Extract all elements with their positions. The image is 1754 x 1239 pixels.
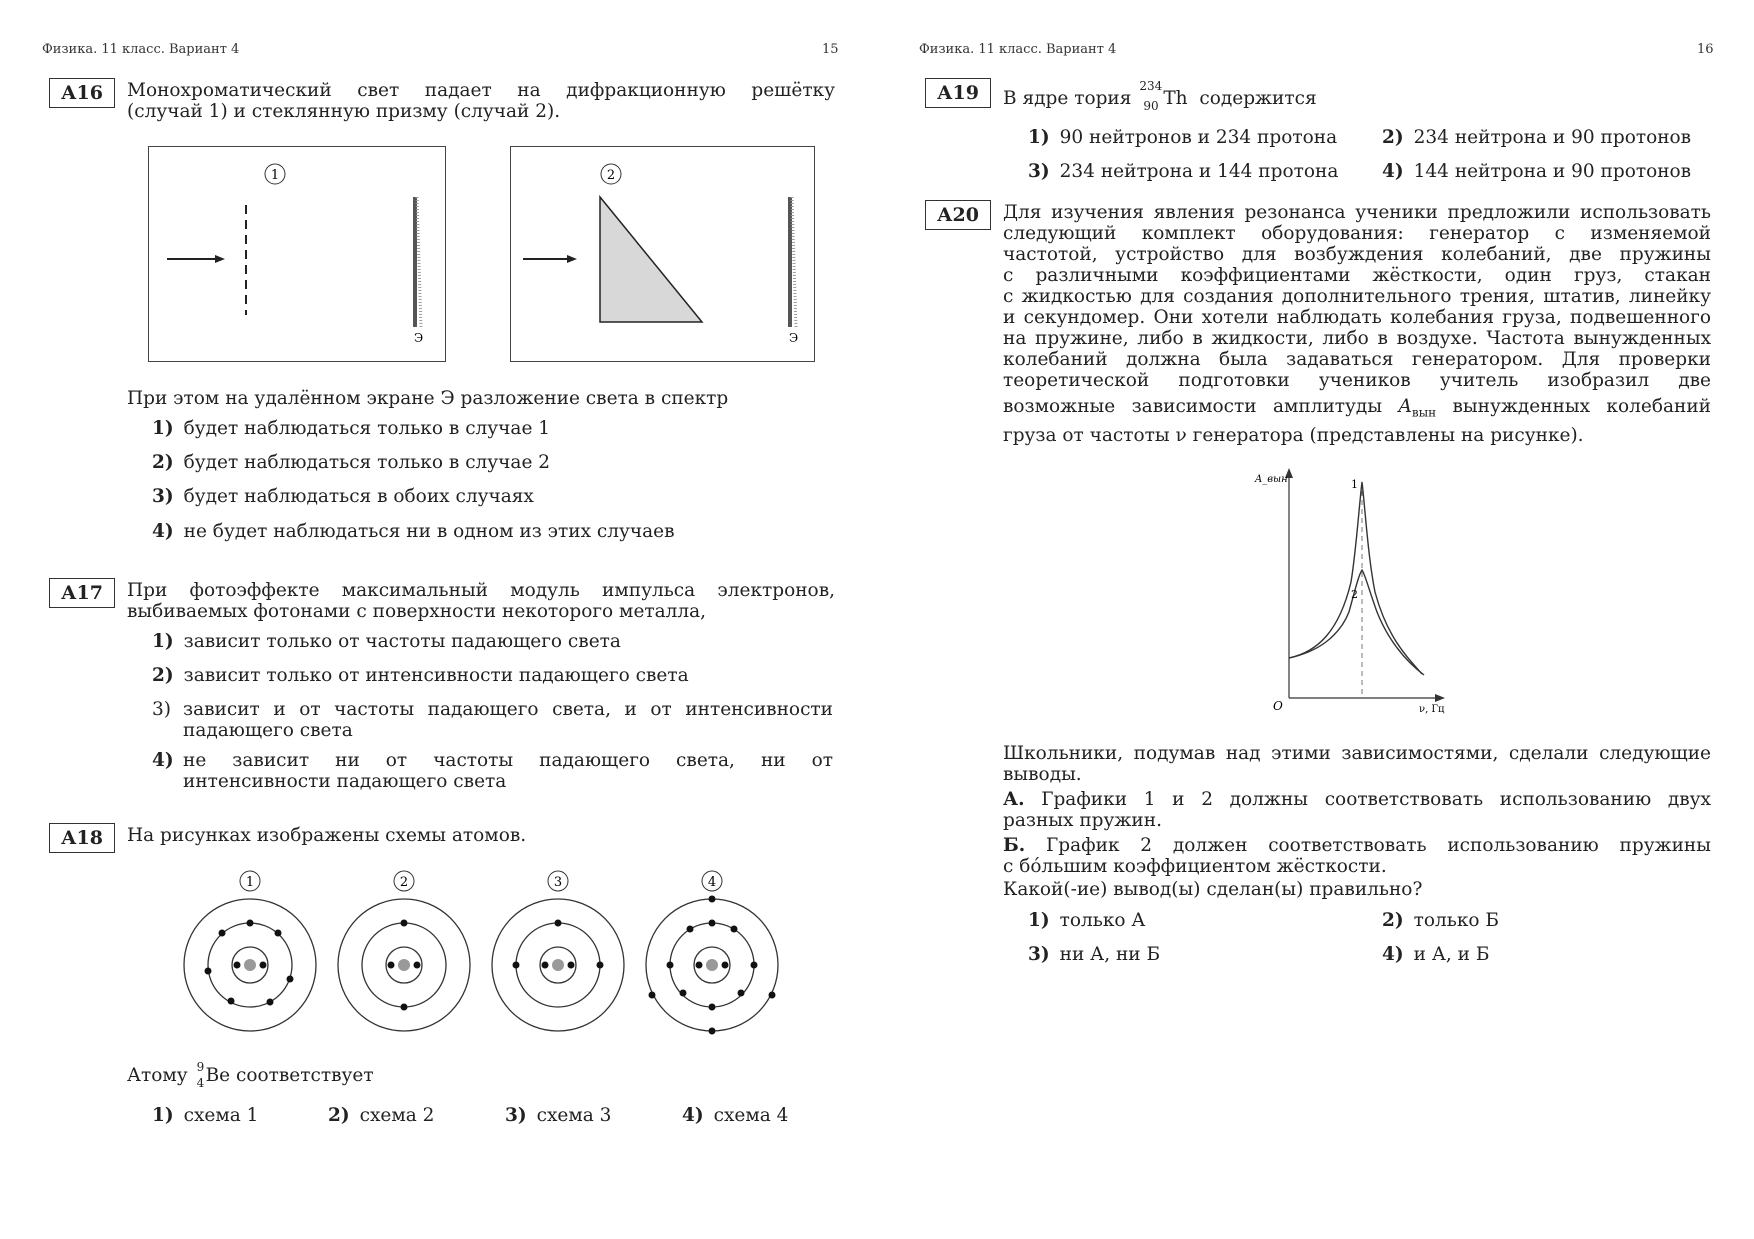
a20-line-4: с различными коэффициентами жёсткости, один груз, стакан [1003,265,1711,286]
a17-option-3-num: 3) [152,699,171,720]
element-symbol: Th [1163,88,1188,109]
case-number-2: 2 [606,168,616,183]
arrow-head-icon [567,255,577,263]
a20-conclusion-intro-line2: выводы. [1003,764,1082,785]
atom-scheme-3 [492,871,624,1031]
screen [788,197,792,327]
question-label-a17: А17 [49,578,115,608]
screen-hatching [792,197,796,327]
prism-diagram [511,147,814,361]
a17-option-3-line2: падающего света [183,720,353,741]
page-16 [877,0,1754,1239]
isotope-mass: 9 [196,1060,205,1074]
scheme-number-4: 4 [707,875,717,890]
a16-question-line2: (случай 1) и стеклянную призму (случай 2). [127,101,561,122]
a16-question-line1: Монохроматический свет падает на дифракционную решётку [127,80,835,101]
a18-option-1: 1) схема 1 [152,1105,259,1126]
a19-option-1: 1) 90 нейтронов и 234 протона [1028,127,1338,148]
a20-statement-b-line1: Б. График 2 должен соответствовать использованию пружины [1003,835,1711,856]
screen-label: Э [789,331,799,345]
a20-line-10: возможные зависимости амплитуды $A_{вын}$ вынужденных колебаний [1003,396,1711,420]
origin-label: O [1273,699,1283,713]
a17-option-2: 2) зависит только от интенсивности падающего света [152,665,689,686]
a20-option-2: 2) только Б [1382,910,1500,931]
a18-answer-prompt: Атому 9 4 Bе соответствует [127,1060,374,1090]
isotope-charge: 4 [196,1076,205,1090]
x-axis-arrow-icon [1435,694,1445,702]
question-label-a19: А19 [925,78,991,108]
a18-question: На рисунках изображены схемы атомов. [127,825,527,846]
isotope-symbol: B [205,1065,220,1086]
a20-option-1: 1) только А [1028,910,1146,931]
a16-option-3: 3) будет наблюдаться в обоих случаях [152,486,534,507]
a19-question: В ядре тория 234 90 Th содержится [1003,79,1317,113]
arrow-head-icon [215,255,225,263]
a20-statement-a-line2: разных пружин. [1003,810,1162,831]
mass-number: 234 [1139,79,1163,93]
question-label-a20: А20 [925,200,991,230]
resonance-chart [1247,462,1547,724]
charge-number: 90 [1143,99,1159,113]
a16-option-2: 2) будет наблюдаться только в случае 2 [152,452,551,473]
case-number-1: 1 [270,168,280,183]
a17-option-3-line1: зависит и от частоты падающего света, и от интенсивности [183,699,833,720]
a20-line-9: теоретической подготовки учеников учитель изобразил две [1003,370,1711,391]
page-header: Физика. 11 класс. Вариант 4 [919,42,1117,57]
series-2-label: 2 [1351,588,1358,601]
screen [413,197,417,327]
a17-question-line1: При фотоэффекте максимальный модуль импульса электронов, [127,580,835,601]
a20-line-1: Для изучения явления резонанса ученики предложили использовать [1003,202,1711,223]
x-axis-label: ν, Гц [1419,704,1445,715]
scheme-number-2: 2 [399,875,409,890]
a17-question-line2: выбиваемых фотонами с поверхности некоторого металла, [127,601,707,622]
page-number: 15 [822,42,839,57]
a20-question: Какой(-ие) вывод(ы) сделан(ы) правильно? [1003,879,1423,900]
atom-scheme-1 [184,871,316,1031]
a20-option-3: 3) ни А, ни Б [1028,944,1161,965]
a20-line-2: следующий комплект оборудования: генератор с изменяемой [1003,223,1711,244]
a20-line-6: и секундомер. Они хотели наблюдать колебания груза, подвешенного [1003,307,1711,328]
a16-option-4: 4) не будет наблюдаться ни в одном из этих случаев [152,521,675,542]
a19-option-4: 4) 144 нейтрона и 90 протонов [1382,161,1692,182]
screen-hatching [417,197,421,327]
question-label-a18: А18 [49,823,115,853]
atom-schemes [170,865,790,1035]
a20-line-8: колебаний должна была задаваться генератором. Для проверки [1003,349,1711,370]
atom-scheme-2 [338,871,470,1031]
series-1-label: 1 [1351,478,1358,491]
a16-option-1: 1) будет наблюдаться только в случае 1 [152,418,551,439]
series-2-line [1289,570,1424,675]
question-label-a16: А16 [49,78,115,108]
a20-statement-b-line2: с бóльшим коэффициентом жёсткости. [1003,856,1387,877]
a16-prompt: При этом на удалённом экране Э разложение света в спектр [127,388,729,409]
grating-diagram [149,147,445,361]
a18-option-3: 3) схема 3 [505,1105,612,1126]
a19-option-2: 2) 234 нейтрона и 90 протонов [1382,127,1692,148]
a20-line-5: с жидкостью для создания дополнительного трения, штатив, линейку [1003,286,1711,307]
a17-option-1: 1) зависит только от частоты падающего света [152,631,621,652]
a20-conclusion-intro-line1: Школьники, подумав над этими зависимостями, сделали следующие [1003,743,1711,764]
scheme-number-1: 1 [245,875,255,890]
figure-diffraction-grating [148,146,446,362]
atom-scheme-4 [646,871,778,1035]
page-header: Физика. 11 класс. Вариант 4 [42,42,240,57]
a17-option-4-num: 4) [152,750,174,771]
a20-line-7: на пружине, либо в жидкости, либо в воздухе. Частота вынужденных [1003,328,1711,349]
a20-line-11: груза от частоты ν генератора (представлены на рисунке). [1003,425,1584,446]
y-axis-label: A_вын [1255,474,1288,485]
page-number: 16 [1697,42,1714,57]
a17-option-4-line2: интенсивности падающего света [183,771,507,792]
figure-glass-prism [510,146,815,362]
a18-option-4: 4) схема 4 [682,1105,789,1126]
glass-prism [600,197,702,322]
series-1-line [1289,482,1422,674]
a17-option-4-line1: не зависит ни от частоты падающего света, ни от [183,750,833,771]
a18-option-2: 2) схема 2 [328,1105,435,1126]
a20-statement-a-line1: А. Графики 1 и 2 должны соответствовать использованию двух [1003,789,1711,810]
scheme-number-3: 3 [553,875,563,890]
a20-option-4: 4) и А, и Б [1382,944,1490,965]
a20-line-3: частотой, устройство для возбуждения колебаний, две пружины [1003,244,1711,265]
a19-option-3: 3) 234 нейтрона и 144 протона [1028,161,1339,182]
screen-label: Э [414,331,424,345]
